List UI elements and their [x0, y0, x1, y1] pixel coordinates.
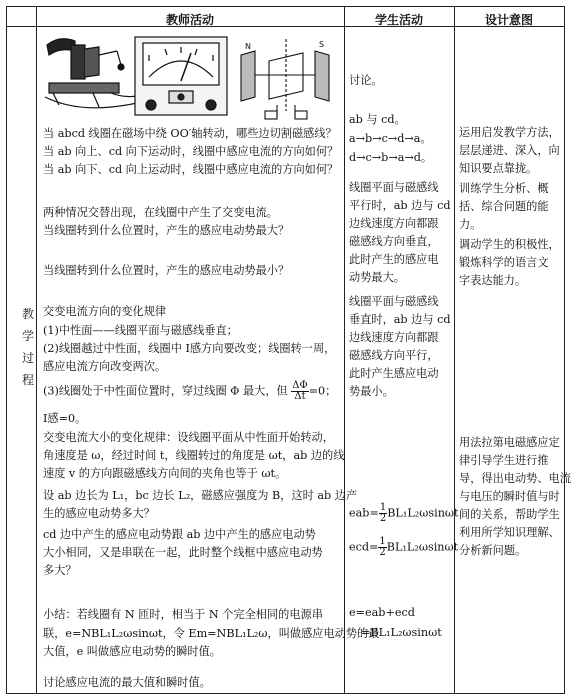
teacher-question-ab-emf: 生的感应电动势多大？ [43, 507, 155, 520]
student-formula-eab: eab= $\frac{1}{2}$ BL₁L₂ωsinωt [349, 502, 459, 524]
teacher-ac-statement: 两种情况交替出现，在线圈中产生了交变电流。 [43, 206, 278, 219]
teacher-magnitude-law: 交变电流大小的变化规律：设线圈平面从中性面开始转动， [43, 431, 334, 444]
coil-in-magnetic-field-figure [241, 39, 329, 119]
generator-illustration [41, 31, 341, 123]
header-design-intent: 设计意图 [484, 13, 533, 27]
teacher-direction-law-title: 交变电流方向的变化规律 [43, 305, 167, 318]
student-answer-direction-1: a→b→c→d→a。 [349, 132, 432, 145]
column-divider [454, 7, 455, 693]
teacher-question-current-direction-2: 当 ab 向下、cd 向上运动时，线圈中感应电流的方向如何？ [43, 163, 339, 176]
student-formula-total-result: =BL₁L₂ωsinωt [361, 626, 442, 639]
teacher-neutral-plane: (1)中性面——线圈平面与磁感线垂直； [43, 324, 238, 337]
header-teacher-activity: 教师活动 [165, 13, 214, 27]
flux-change-fraction: $\frac{\Delta\Phi}{\Delta t}$ [292, 380, 308, 402]
student-formula-total: e=eab+ecd [349, 606, 415, 619]
student-answer-direction-2: d→c→b→a→d。 [349, 151, 433, 164]
teacher-current-reverses: (2)线圈越过中性面，线圈中 I感方向要改变；线圈转一周， [43, 342, 336, 355]
teacher-neutral-plane-flux: (3)线圈处于中性面位置时，穿过线圈 Φ 最大，但 $\frac{\Delta\Phi}{\Delta t}$ =0； [43, 380, 337, 402]
svg-text:S: S [319, 40, 325, 49]
teacher-cd-emf: cd 边中产生的感应电动势跟 ab 边中产生的感应电动势 [43, 528, 316, 541]
teacher-edge-lengths: 设 ab 边长为 L₁，bc 边长 L₂，磁感应强度为 B，这时 ab 边产 [43, 489, 358, 502]
teacher-summary-formula: 联，e=NBL₁L₂ωsinωt，令 Em=NBL₁L₂ω，叫做感应电动势的最 [43, 627, 380, 640]
teacher-summary-peak: 大值，e 叫做感应电动势的瞬时值。 [43, 645, 221, 658]
teacher-magnitude-law-2: 角速度是 ω，经过时间 t，线圈转过的角度是 ωt，ab 边的线 [43, 449, 345, 462]
lesson-plan-table: 教师活动 学生活动 设计意图 教 学 过 程 N S 当 abcd 线圈在磁场中绕 OO′轴转动，哪些边切割磁感线？ 当 ab 向上、cd 向下运动时，线圈中感应电流的方向如何？ 当 ab 向下、cd 向上运动时，线圈中感应电流的方向如何？ 两种情况交替出现，在线圈中产生了交变电流。 当线圈转到什么位置时，产生的感应电动势最大？ 当线圈转到什么位置时，产生的感应电动势最小？ 交变电流方向的变化规律 (1)中性面——线圈平面与磁感线垂直； (2)线圈越过中性面，线圈中 I感方向要改变；线圈转一周， 感应电流方向改变两次。 (3)线圈处于中性面位置时，穿过线圈 Φ 最大，但 $\frac{\Delta\Phi}{\Delta t}$ =0； I感=0。 交变电流大小的变化规律：设线圈平面从中性面开始转动， 角速度是 ω，经过时间 t，线圈转过的角度是 ωt，ab 边的线 速度 v 的方向跟磁感线方向间的夹角也等于 ωt。 设 ab 边长为 L₁，bc 边长 L₂，磁感应强度为 B，这时 ab 边产 生的感应电动势多大？ cd 边中产生的感应电动势跟 ab 边中产生的感应电动势 大小相同，又是串联在一起，此时整个线框中感应电动势 多大？ 小结：若线圈有 N 匝时，相当于 N 个完全相同的电源串 联，e=NBL₁L₂ωsinωt，令 Em=NBL₁L₂ω，叫做感应电动势的最 大值，e 叫做感应电动势的瞬时值。 讨论感应电流的最大值和瞬时值。 讨论。 ab 与 cd。 a→b→c→d→a。 d→c→b→a→d。 线圈平面与磁感线 平行时，ab 边与 cd 边线速度方向都跟 磁感线方向垂直， 此时产生的感应电 动势最大。 线圈平面与磁感线 垂直时，ab 边与 cd 边线速度方向都跟 磁感线方向平行， 此时产生感应电动 势最小。 eab= $\frac{1}{2}$ BL₁L₂ωsinωt ecd= $\frac{1}{2}$ BL₁L₂ωsinωt e=eab+ecd =BL₁L₂ωsinωt 运用启发教学方法， 层层递进、深入，向 知识要点靠拢。 训练学生分析、概 括、综合问题的能 力。 调动学生的积极性， 锻炼科学的语言文 字表达能力。 用法拉第电磁感应定 律引导学生进行推 导，得出电动势、电流 与电压的瞬时值与时 间的关系，帮助学生 利用所学知识理解、 分析新问题。 [6, 6, 565, 694]
svg-text:N: N [245, 42, 251, 51]
galvanometer-figure [135, 37, 227, 115]
teacher-magnitude-law-3: 速度 v 的方向跟磁感线方向间的夹角也等于 ωt。 [43, 467, 287, 480]
teacher-summary: 小结：若线圈有 N 匝时，相当于 N 个完全相同的电源串 [43, 608, 323, 621]
teacher-question-current-direction-1: 当 ab 向上、cd 向下运动时，线圈中感应电流的方向如何？ [43, 145, 339, 158]
teacher-question-cutting-edges: 当 abcd 线圈在磁场中绕 OO′轴转动，哪些边切割磁感线？ [43, 127, 337, 140]
student-formula-ecd: ecd= $\frac{1}{2}$ BL₁L₂ωsinωt [349, 536, 459, 558]
section-label: 教 学 过 程 [21, 307, 34, 387]
teacher-question-total-emf: 多大？ [43, 564, 77, 577]
student-discuss: 讨论。 [349, 74, 383, 87]
teacher-current-zero: I感=0。 [43, 412, 87, 425]
teacher-series-connection: 大小相同，又是串联在一起，此时整个线框中感应电动势 [43, 546, 323, 559]
header-student-activity: 学生活动 [374, 13, 423, 27]
teacher-discussion-prompt: 讨论感应电流的最大值和瞬时值。 [43, 676, 211, 689]
column-divider [344, 7, 345, 693]
teacher-question-max-emf: 当线圈转到什么位置时，产生的感应电动势最大？ [43, 224, 290, 237]
student-answer-edges: ab 与 cd。 [349, 113, 406, 126]
teacher-reverses-twice: 感应电流方向改变两次。 [43, 360, 167, 373]
teacher-question-min-emf: 当线圈转到什么位置时，产生的感应电动势最小？ [43, 264, 290, 277]
